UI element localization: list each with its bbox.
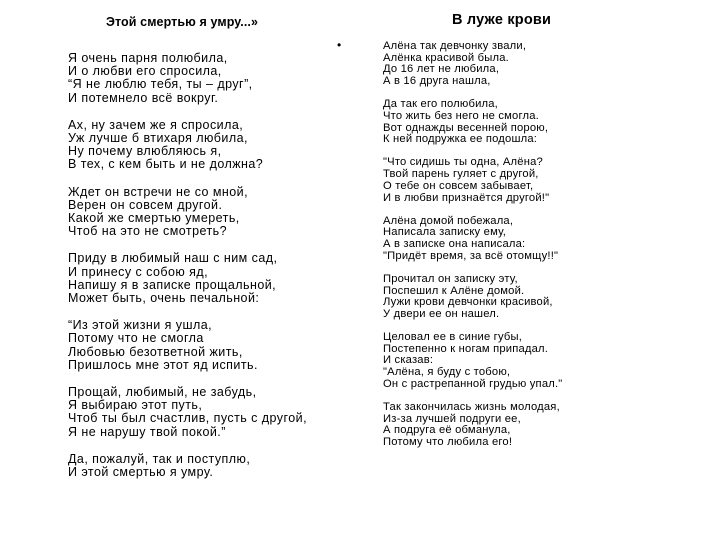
- left-stanza: Приду в любимый наш с ним сад, И принесу с собою яд, Напишу я в записке прощальной, Может быть, очень печальной:: [68, 251, 278, 306]
- right-stanza: Прочитал он записку эту, Поспешил к Алёне домой. Лужи крови девчонки красивой, У двери ее он нашел.: [383, 272, 553, 320]
- left-stanza: Да, пожалуй, так и поступлю, И этой смертью я умру.: [68, 451, 251, 480]
- right-stanza: "Что сидишь ты одна, Алёна? Твой парень гуляет с другой, О тебе он совсем забывает, И в любви признаётся другой!": [383, 156, 550, 204]
- bullet-icon: •: [337, 38, 342, 52]
- right-poem: [383, 41, 683, 449]
- left-stanza: “Из этой жизни я ушла, Потому что не смогла Любовью безответной жить, Пришлось мне этот яд испить.: [68, 318, 258, 372]
- left-stanza: Ах, ну зачем же я спросила, Уж лучше б втихаря любила, Ну почему влюбляюсь я, В тех, с кем быть и не должна?: [68, 117, 264, 172]
- right-stanza: Алёна так девчонку звали, Алёнка красивой была. До 16 лет не любила, А в 16 друга нашла,: [383, 40, 527, 88]
- left-stanza: Прощай, любимый, не забудь, Я выбираю этот путь, Чтоб ты был счастлив, пусть с другой, Я не нарушу твой покой.”: [68, 385, 307, 439]
- right-stanza: Алёна домой побежала, Написала записку ему, А в записке она написала: "Придёт время, за всё отомщу!!": [383, 214, 559, 262]
- right-stanza: Целовал ее в синие губы, Постепенно к ногам припадал. И сказав: "Алёна, я буду с тобою, Он с растрепанной грудью упал.": [383, 331, 563, 390]
- right-poem-title: В луже крови: [452, 12, 552, 28]
- left-stanza: Я очень парня полюбила, И о любви его спросила, “Я не люблю тебя, ты – друг”, И потемнело всё вокруг.: [68, 51, 253, 105]
- left-stanza: Ждет он встречи не со мной, Верен он совсем другой. Какой же смертью умереть, Чтоб на это не смотреть?: [68, 184, 249, 239]
- left-poem-title: Этой смертью я умру...»: [106, 15, 259, 29]
- left-poem: [68, 14, 338, 479]
- right-stanza: Так закончилась жизнь молодая, Из-за лучшей подруги ее, А подруга её обманула, Потому что любила его!: [383, 400, 560, 449]
- right-stanza: Да так его полюбила, Что жить без него не смогла. Вот однажды весенней порою, К ней подружка ее подошла:: [383, 98, 549, 146]
